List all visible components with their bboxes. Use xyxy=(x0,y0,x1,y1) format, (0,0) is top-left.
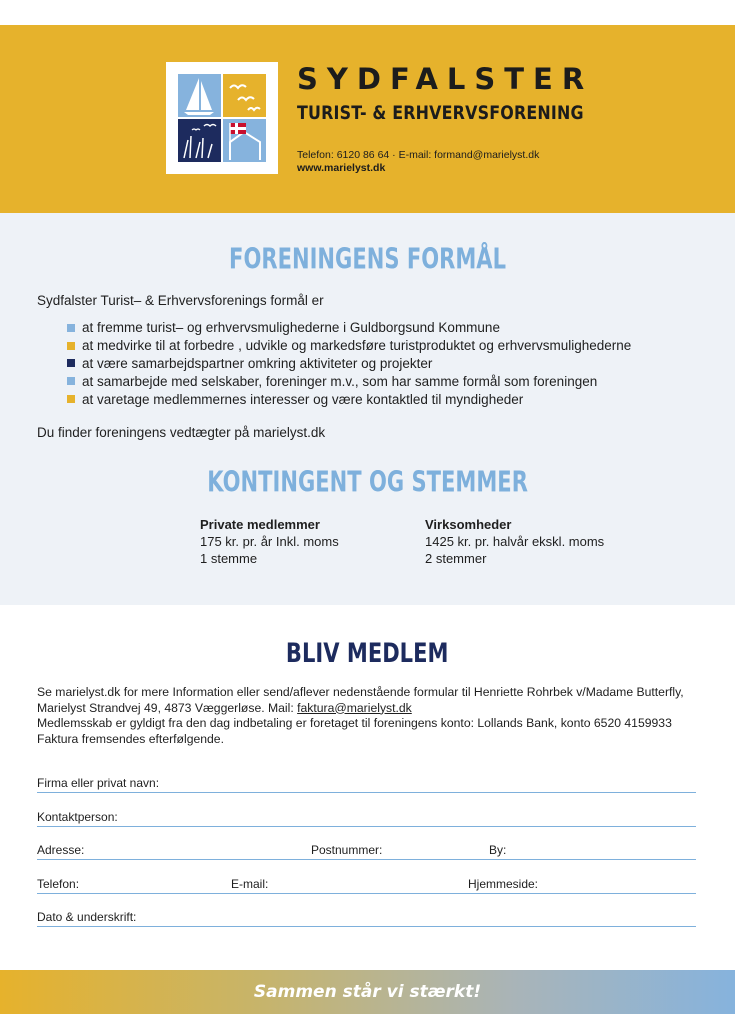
name-field[interactable] xyxy=(37,775,696,793)
invoice-email-link[interactable]: faktura@marielyst.dk xyxy=(297,700,412,715)
fee-business-price: 1425 kr. pr. halvår ekskl. moms xyxy=(425,534,605,549)
membership-heading: BLIV MEDLEM xyxy=(286,638,449,669)
phone-label: Telefon: xyxy=(37,877,80,891)
phone-row[interactable] xyxy=(37,876,696,894)
brand-subtitle: TURIST- & ERHVERVSFORENING xyxy=(297,103,584,124)
brand-website-link[interactable]: www.marielyst.dk xyxy=(297,162,386,174)
square-bullet-icon xyxy=(67,324,75,332)
brand-title: SYDFALSTER xyxy=(297,62,594,96)
logo-graphic xyxy=(178,74,266,162)
purpose-item: at samarbejde med selskaber, foreninger m.v., som har samme formål som foreningen xyxy=(67,372,631,390)
membership-text: Se marielyst.dk for mere Information eller send/aflever nedenstående formular til Henriette Rohrbek v/Madame Butterfly, Marielyst Strandvej 49, 4873 Væggerløse. Mail: faktura@marielyst.dk Medlemsskab er gyldigt fra den dag indbetaling er foretaget til foreningens konto: Lollands Bank, konto 6520 4159933 Faktura fremsendes efterfølgende. xyxy=(37,685,684,746)
purpose-item: at fremme turist– og erhvervsmulighederne i Guldborgsund Kommune xyxy=(67,319,631,337)
fee-private xyxy=(200,516,339,567)
fees-heading: KONTINGENT OG STEMMER xyxy=(207,466,528,499)
postal-label: Postnummer: xyxy=(311,843,383,857)
name-label: Firma eller privat navn: xyxy=(37,776,160,790)
signature-label: Dato & underskrift: xyxy=(37,910,137,924)
purpose-list xyxy=(67,319,631,408)
square-bullet-icon xyxy=(67,342,75,350)
square-bullet-icon xyxy=(67,377,75,385)
fee-business-title: Virksomheder xyxy=(425,517,512,532)
fee-business xyxy=(425,516,604,567)
fee-private-title: Private medlemmer xyxy=(200,517,320,532)
purpose-intro: Sydfalster Turist– & Erhvervsforenings formål er xyxy=(37,293,324,308)
sail-birds-flag-logo xyxy=(166,62,278,174)
purpose-item: at være samarbejdspartner omkring aktiviteter og projekter xyxy=(67,355,631,373)
fee-private-price: 175 kr. pr. år Inkl. moms xyxy=(200,534,339,549)
signature-field[interactable] xyxy=(37,909,696,927)
fee-business-votes: 2 stemmer xyxy=(425,551,487,566)
statutes-note: Du finder foreningens vedtægter på marielyst.dk xyxy=(37,425,326,440)
footer-slogan: Sammen står vi stærkt! xyxy=(253,982,482,1002)
address-row[interactable] xyxy=(37,842,696,860)
contact-person-label: Kontaktperson: xyxy=(37,810,118,824)
square-bullet-icon xyxy=(67,359,75,367)
footer-band xyxy=(0,970,735,1014)
address-label: Adresse: xyxy=(37,843,85,857)
brand-contact: Telefon: 6120 86 64 · E-mail: formand@marielyst.dk xyxy=(297,149,540,161)
homepage-label: Hjemmeside: xyxy=(468,877,539,891)
purpose-item: at varetage medlemmernes interesser og være kontaktled til myndigheder xyxy=(67,390,631,408)
contact-person-field[interactable] xyxy=(37,809,696,827)
email-label: E-mail: xyxy=(231,877,269,891)
purpose-heading: FORENINGENS FORMÅL xyxy=(229,243,506,276)
purpose-item: at medvirke til at forbedre , udvikle og markedsføre turistproduktet og erhvervsmulighederne xyxy=(67,337,631,355)
city-label: By: xyxy=(489,843,507,857)
square-bullet-icon xyxy=(67,395,75,403)
fee-private-votes: 1 stemme xyxy=(200,551,258,566)
